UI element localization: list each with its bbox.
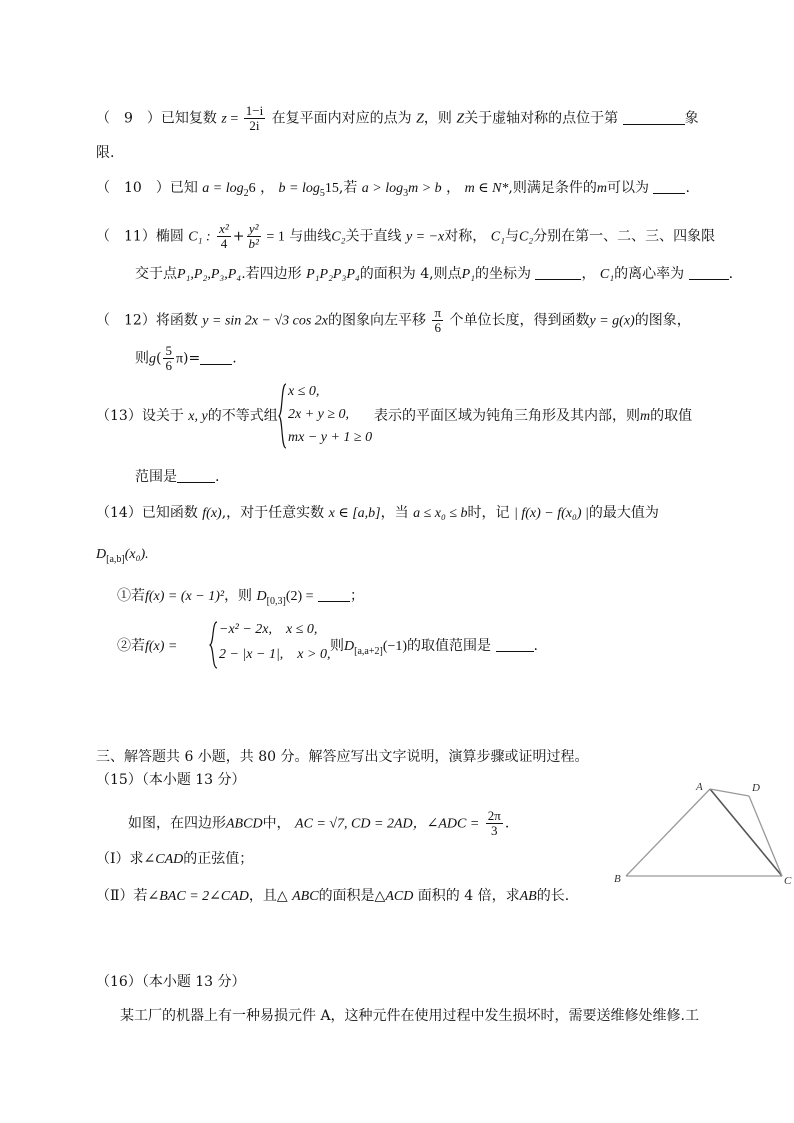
- q15-stem: 如图，在四边形ABCD中， AC = √7, CD = 2AD，∠ADC = $\frac{2\pi}{3}$ .: [128, 808, 510, 838]
- edge-ac: [710, 789, 782, 876]
- q11-line-2: 交于点P₁,P₂,P₃,P₄.若四边形 P₁P₂P₃P₄的面积为 4,则点P₁的坐标为 ， C₁的离心率为 .: [135, 266, 734, 282]
- q10-line: （ 10 ）已知 $a = \log_26$ ， $b = \log_515$,若 $a > \log_3m > b$ ， m ∈ N*,则满足条件的m可以为 .: [96, 180, 690, 199]
- q15-part-1: （Ⅰ）求∠CAD的正弦值；: [96, 851, 254, 867]
- q14-answer-blank-2[interactable]: [496, 637, 534, 652]
- q12-line-2: 则g( $\frac{5}{6}$ π)= .: [135, 343, 237, 373]
- q16-heading: （16）（本小题 13 分）: [96, 974, 246, 990]
- q13-row-2: 2x + y ≥ 0,: [288, 407, 350, 422]
- q13-row-1: x ≤ 0,: [288, 384, 320, 399]
- q14-number: （14）: [96, 505, 142, 521]
- edge-dc: [749, 796, 782, 876]
- q10-answer-blank[interactable]: [653, 179, 685, 194]
- q13-brace: [278, 383, 288, 449]
- edge-ab: [626, 789, 710, 876]
- q9-answer-blank[interactable]: [623, 110, 685, 125]
- q12-number: （ 12）: [96, 312, 156, 329]
- q14-row-1: −x² − 2x, x ≤ 0,: [219, 622, 318, 637]
- q13-answer-blank[interactable]: [177, 468, 215, 483]
- q15-part-2: （Ⅱ）若∠BAC = 2∠CAD，且△ ABC的面积是△ACD 面积的 4 倍，求AB的长.: [96, 888, 570, 904]
- q14-brace: [209, 621, 219, 669]
- q15-quadrilateral-figure: [612, 776, 794, 888]
- q14-sub-1: ①若f(x) = (x − 1)²，则 $D_{[0,3]}(2)$ = ；: [117, 588, 364, 607]
- q15-heading: （15）（本小题 13 分）: [96, 772, 246, 788]
- section-3-heading: 三、解答题共 6 小题，共 80 分。解答应写出文字说明，演算步骤或证明过程。: [96, 749, 589, 765]
- q9-line-2: 限.: [96, 145, 115, 161]
- q9-number: （ 9 ）: [96, 110, 161, 127]
- q13-line-1-tail: 表示的平面区域为钝角三角形及其内部，则m的取值: [374, 408, 693, 424]
- q11-line-1: （ 11）椭圆 C₁ : $\frac{\text{x²}}{4}$ + $\frac{\text{y²}}{\text{b²}}$ = 1 与曲线C₂关于直线 y = −x对称， C₁与C₂分别在第一、二、三、四象限: [96, 221, 716, 251]
- q9-fraction: $\frac{1-i}{2i}$: [245, 103, 264, 133]
- q14-answer-blank-1[interactable]: [318, 587, 350, 602]
- q9-line-1: （ 9 ）已知复数 z = $\frac{1-i}{2i}$ 在复平面内对应的点为 Z，则 Z关于虚轴对称的点位于第 象: [96, 103, 699, 133]
- q12-line-1: （ 12）将函数 y = sin 2x − √3 cos 2x的图象向左平移 $\frac{\pi}{6}$ 个单位长度，得到函数y = g(x)的图象，: [96, 305, 691, 335]
- q13-line-2: 范围是 .: [135, 469, 220, 485]
- q12-answer-blank[interactable]: [200, 350, 232, 365]
- label-d: D: [752, 782, 760, 794]
- q14-sub-2-lead: ②若f(x) =: [117, 638, 178, 654]
- q13-number: （13）: [96, 408, 142, 424]
- q14-sub-2-tail: 则$D_{[a,a+2]}(-1)$的取值范围是 .: [330, 638, 538, 657]
- q13-line-1: （13）设关于 x, y的不等式组: [96, 408, 278, 424]
- label-b: B: [614, 873, 621, 885]
- q14-line-2: $D_{[a,b]}(x_0)$.: [96, 547, 149, 565]
- q16-text: 某工厂的机器上有一种易损元件 A，这种元件在使用过程中发生损坏时，需要送维修处维修.工: [120, 1008, 700, 1024]
- q13-row-3: mx − y + 1 ≥ 0: [288, 430, 373, 445]
- q11-number: （ 11）: [96, 228, 156, 245]
- q14-row-2: 2 − |x − 1|, x > 0,: [219, 647, 331, 662]
- q10-number: （ 10 ）: [96, 180, 170, 196]
- q11-answer-blank-1[interactable]: [535, 265, 581, 280]
- label-a: A: [696, 781, 703, 793]
- q11-answer-blank-2[interactable]: [689, 265, 729, 280]
- q14-line-1: （14）已知函数 f(x),，对于任意实数 x ∈ [a,b]，当 a ≤ x₀ ≤ b时，记 | f(x) − f(x₀) |的最大值为: [96, 505, 659, 521]
- label-c: C: [784, 875, 792, 887]
